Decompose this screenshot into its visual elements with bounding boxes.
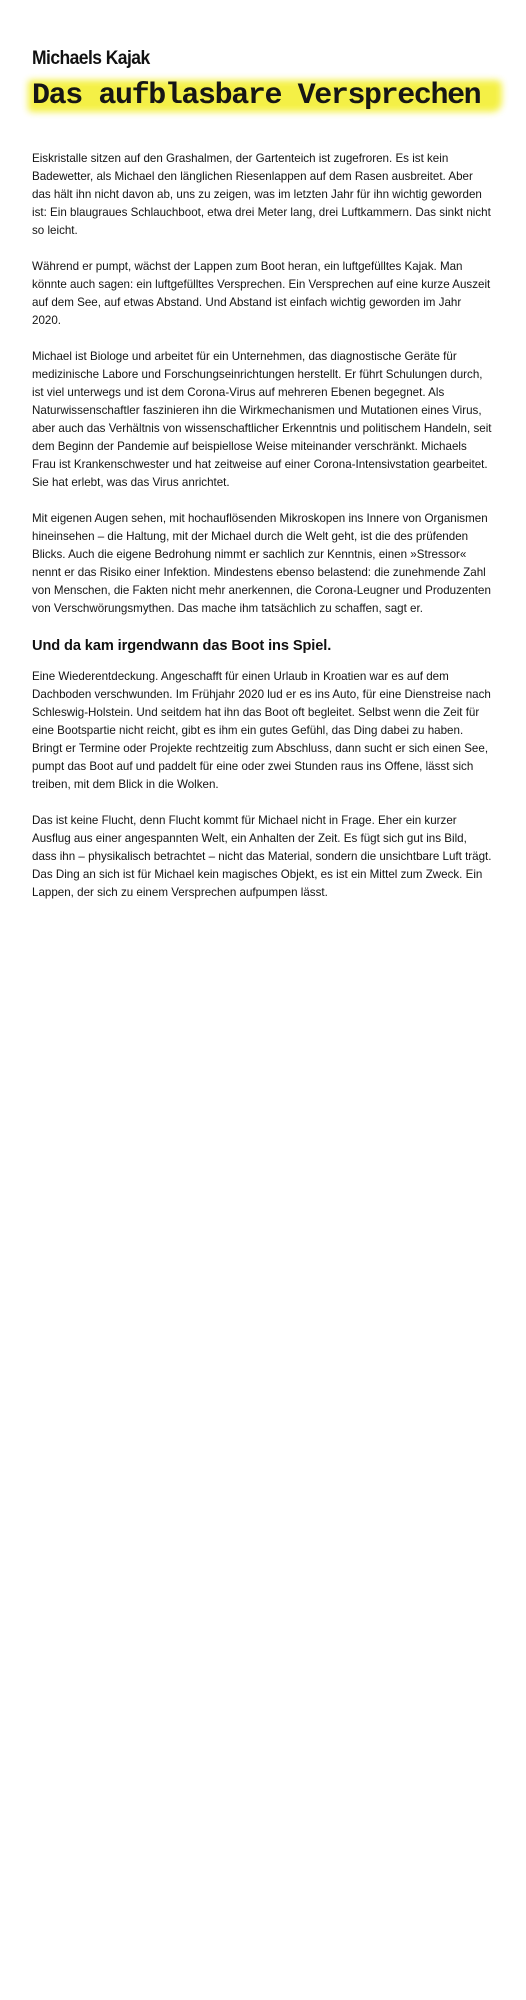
article-body (32, 150, 492, 902)
paragraph-3: Michael ist Biologe und arbeitet für ein Unternehmen, das diagnostische Geräte für medizinische Labore und Forschungseinrichtungen herstellt. Er führt Schulungen durch, ist viel unterwegs und ist dem Corona-Virus auf mehreren Ebenen begegnet. Als Naturwissenschaftler faszinieren ihn die Wirkmechanismen und Mutationen eines Virus, aber auch das Verhältnis von wissenschaftlicher Erkenntnis und politischem Handeln, seit dem Beginn der Pandemie auf beispiellose Weise miteinander verschränkt. Michaels Frau ist Krankenschwester und hat zeitweise auf einer Corona-Intensivstation gearbeitet. Sie hat erlebt, was das Virus anrichtet. (32, 350, 492, 489)
paragraph-6: Das ist keine Flucht, denn Flucht kommt für Michael nicht in Frage. Eher ein kurzer Ausflug aus einer angespannten Welt, ein Anhalten der Zeit. Es fügt sich gut ins Bild, dass ihn – physikalisch betrachtet – nicht das Material, sondern die unsichtbare Luft trägt. Das Ding an sich ist für Michael kein magisches Objekt, es ist ein Mittel zum Zweck. Ein Lappen, der sich zu einem Versprechen aufpumpen lässt. (32, 814, 492, 899)
paragraph-5: Eine Wiederentdeckung. Angeschafft für einen Urlaub in Kroatien war es auf dem Dachboden verschwunden. Im Frühjahr 2020 lud er es ins Auto, für eine Dienstreise nach Schleswig-Holstein. Und seitdem hat ihn das Boot oft begleitet. Selbst wenn die Zeit für eine Bootspartie nicht reicht, gibt es ihm ein gutes Gefühl, das Ding dabei zu haben. Bringt er Termine oder Projekte rechtzeitig zum Abschluss, dann sucht er sich einen See, pumpt das Boot auf und paddelt für eine oder zwei Stunden raus ins Offene, lässt sich treiben, mit dem Blick in die Wolken. (32, 670, 491, 791)
paragraph-2: Während er pumpt, wächst der Lappen zum Boot heran, ein luftgefülltes Kajak. Man könnte auch sagen: ein luftgefülltes Versprechen. Ein Versprechen auf eine kurze Auszeit auf dem See, auf etwas Abstand. Und Abstand ist einfach wichtig geworden im Jahr 2020. (32, 260, 491, 327)
title-block (32, 77, 500, 117)
paragraph-1: Eiskristalle sitzen auf den Grashalmen, der Gartenteich ist zugefroren. Es ist kein Badewetter, als Michael den länglichen Riesenlappen auf dem Rasen ausbreitet. Aber das hält ihn nicht davon ab, uns zu zeigen, was im letzten Jahr für ihn wichtig geworden ist: Ein blaugraues Schlauchboot, etwa drei Meter lang, drei Luftkammern. Das sinkt nicht so leicht. (32, 152, 491, 237)
article (32, 48, 492, 920)
page-title: Das aufblasbare Versprechen (32, 79, 481, 113)
author-name: Michaels Kajak (32, 48, 150, 69)
section-heading: Und da kam irgendwann das Boot ins Spiel. (32, 638, 332, 654)
paragraph-4: Mit eigenen Augen sehen, mit hochauflösenden Mikroskopen ins Innere von Organismen hineinsehen – die Haltung, mit der Michael durch die Welt geht, ist die des prüfenden Blicks. Auch die eigene Bedrohung nimmt er sachlich zur Kenntnis, einen »Stressor« nennt er das Risiko einer Infektion. Mindestens ebenso belastend: die zunehmende Zahl von Menschen, die Fakten nicht mehr anerkennen, die Corona-Leugner und Produzenten von Verschwörungsmythen. Das mache ihm tatsächlich zu schaffen, sagt er. (32, 512, 491, 615)
